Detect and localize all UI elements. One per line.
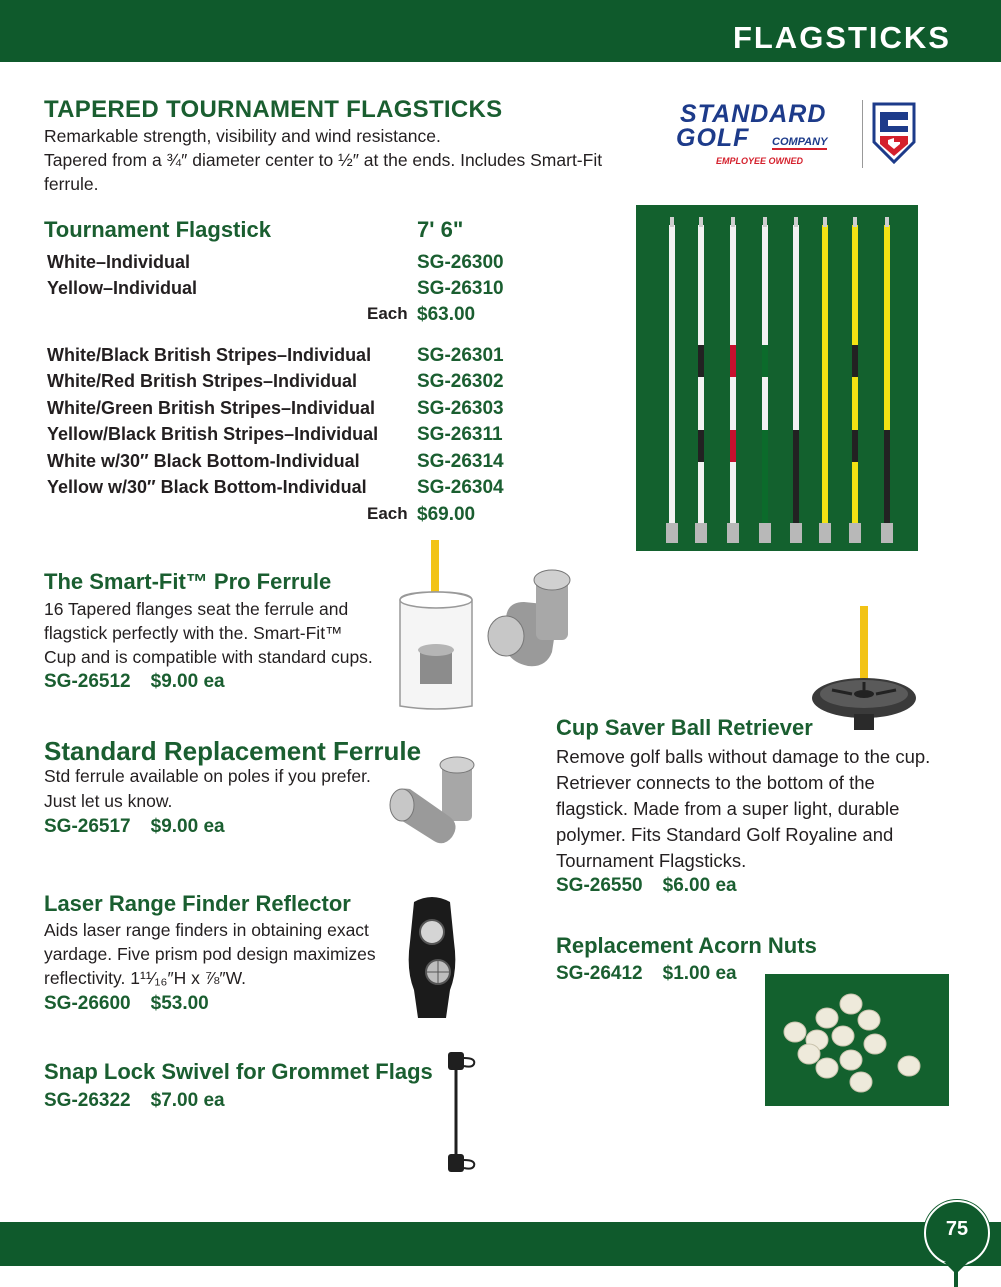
price: $1.00 ea [662,963,737,984]
sku: SG-26412 [556,963,643,984]
laser-title: Laser Range Finder Reflector [44,891,351,916]
item-name: Yellow/Black British Stripes–Individual [47,424,379,444]
tapered-desc-3: ferrule. [44,174,99,194]
snaplock-title: Snap Lock Swivel for Grommet Flags [44,1059,433,1084]
smartfit-price-line [44,671,245,693]
laser-desc-2: yardage. Five prism pod design maximizes [44,944,376,964]
item-sku: SG-26301 [417,345,504,366]
golf-ball-icon [924,1200,990,1266]
sku: SG-26600 [44,993,131,1014]
item-name: White w/30″ Black Bottom-Individual [47,451,360,471]
item-sku: SG-26300 [417,252,504,273]
smartfit-desc-1: 16 Tapered flanges seat the ferrule and [44,599,349,619]
cupsaver-price-line [556,875,757,897]
cupsaver-title: Cup Saver Ball Retriever [556,715,813,740]
logo-divider [862,100,863,168]
laser-reflector-image [402,894,462,1022]
item-sku: SG-26310 [417,278,504,299]
item-name: White–Individual [47,252,191,272]
cup-saver-image [808,606,920,730]
tapered-title: TAPERED TOURNAMENT FLAGSTICKS [44,96,503,123]
item-name: White/Green British Stripes–Individual [47,398,376,418]
smartfit-desc-3: Cup and is compatible with standard cups. [44,647,373,667]
cupsaver-desc-4: polymer. Fits Standard Golf Royaline and [556,824,894,845]
sku: SG-26550 [556,875,643,896]
sku: SG-26322 [44,1090,131,1111]
tournament-title: Tournament Flagstick [44,217,271,242]
standard-desc-1: Std ferrule available on poles if you prefer. [44,766,371,786]
snaplock-price-line [44,1090,245,1112]
each-label: Each [367,304,408,323]
golf-tee-icon [944,1262,968,1287]
standard-price-line [44,816,245,838]
flagsticks-photo [636,205,918,551]
acorn-title: Replacement Acorn Nuts [556,933,817,958]
tapered-desc-2: Tapered from a ¾″ diameter center to ½″ at the ends. Includes Smart-Fit [44,150,603,170]
snaplock-swivel-image [438,1048,478,1176]
item-sku: SG-26311 [417,424,503,445]
item-sku: SG-26302 [417,371,504,392]
item-sku: SG-26314 [417,451,504,472]
page-number: 75 [945,1218,969,1240]
item-name: White/Red British Stripes–Individual [47,371,358,391]
shield-icon [872,102,916,164]
item-sku: SG-26303 [417,398,504,419]
cupsaver-desc-3: flagstick. Made from a super light, durable [556,798,900,819]
sku: SG-26512 [44,671,131,692]
price: $53.00 [150,993,209,1014]
cupsaver-desc-5: Tournament Flagsticks. [556,850,747,871]
standard-title: Standard Replacement Ferrule [44,736,422,766]
item-name: White/Black British Stripes–Individual [47,345,372,365]
price: $7.00 ea [150,1090,225,1111]
smartfit-ferrule-image [396,540,580,712]
logo-tagline: EMPLOYEE OWNED [716,156,804,166]
page-title: FLAGSTICKS [732,20,951,55]
price: $9.00 ea [150,671,225,692]
tapered-desc-1: Remarkable strength, visibility and wind resistance. [44,126,441,146]
tournament-size: 7' 6" [417,217,464,242]
acorn-nuts-image [765,974,949,1106]
smartfit-desc-2: flagstick perfectly with the. Smart-Fit™ [44,623,343,643]
item-sku: SG-26304 [417,477,504,498]
each-label: Each [367,504,408,523]
cupsaver-desc-1: Remove golf balls without damage to the cup. [556,746,931,767]
laser-desc-1: Aids laser range finders in obtaining exact [44,920,369,940]
item-name: Yellow–Individual [47,278,198,298]
logo-word-company: COMPANY [772,136,828,148]
price: $6.00 ea [662,875,737,896]
smartfit-title: The Smart-Fit™ Pro Ferrule [44,569,332,594]
logo-word-golf: GOLF [676,124,750,152]
laser-price-line [44,993,229,1015]
standard-ferrule-image [388,755,480,851]
laser-desc-3: reflectivity. 1¹¹⁄₁₆″H x ⅞″W. [44,968,247,988]
item-name: Yellow w/30″ Black Bottom-Individual [47,477,367,497]
price: $9.00 ea [150,816,225,837]
standard-desc-2: Just let us know. [44,791,173,811]
footer-bar [0,1222,1001,1266]
acorn-price-line [556,963,757,985]
standard-golf-logo [676,100,916,170]
logo-word-standard: STANDARD [680,100,827,128]
cupsaver-desc-2: Retriever connects to the bottom of the [556,772,875,793]
price-each: $63.00 [417,304,476,325]
price-each: $69.00 [417,504,476,525]
sku: SG-26517 [44,816,131,837]
